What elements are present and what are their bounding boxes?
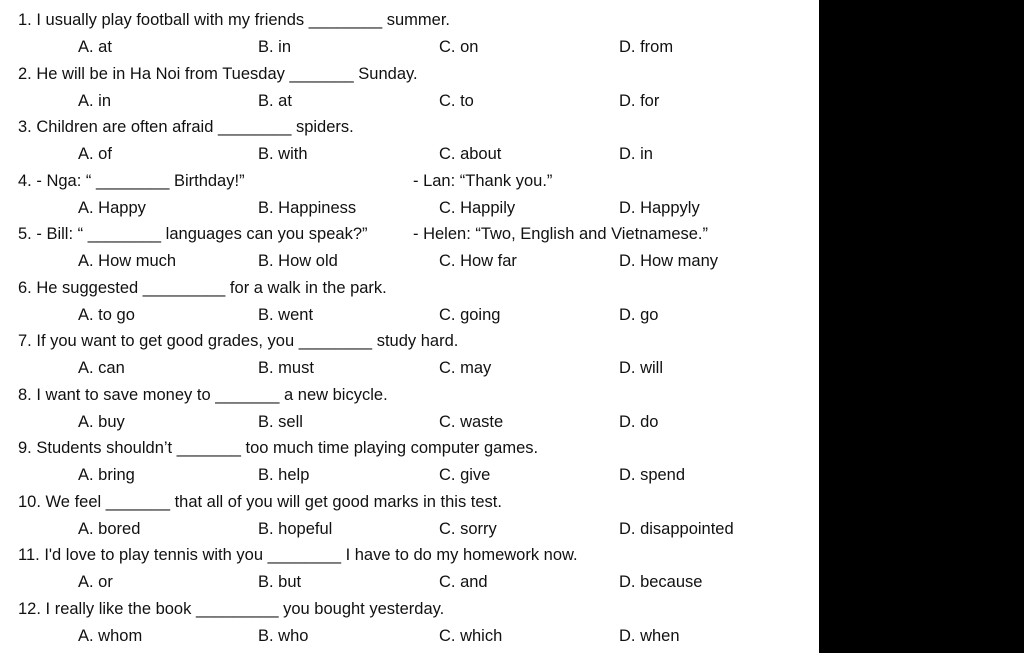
question-number: 8. <box>18 385 32 404</box>
question-text: I usually play football with my friends ________ summer. <box>36 11 450 29</box>
option-c: C. going <box>439 305 501 324</box>
question-item <box>0 436 819 490</box>
option-c: C. may <box>439 359 492 377</box>
option-d: D. because <box>619 573 703 591</box>
option-b: B. in <box>258 38 292 56</box>
option-a: A. bring <box>78 466 135 484</box>
question-number: 11. <box>18 546 40 564</box>
option-b: B. How old <box>258 252 338 270</box>
option-c: C. waste <box>439 412 504 431</box>
question-item <box>0 115 819 169</box>
question-number: 2. <box>18 64 32 83</box>
option-b: B. who <box>258 626 309 645</box>
option-a: A. buy <box>78 412 125 431</box>
question-number: 7. <box>18 332 32 350</box>
question-item <box>0 543 819 597</box>
question-text: I want to save money to _______ a new bicycle. <box>36 385 388 404</box>
option-d: D. go <box>619 305 659 324</box>
question-stem <box>18 543 578 567</box>
question-text: We feel _______ that all of you will get good marks in this test. <box>45 492 502 511</box>
question-stem <box>18 597 444 621</box>
question-stem <box>18 115 354 139</box>
option-a: A. or <box>78 573 113 591</box>
option-d: D. How many <box>619 252 719 270</box>
question-stem <box>18 169 245 193</box>
question-text: Children are often afraid ________ spiders. <box>36 118 354 136</box>
question-item <box>0 329 819 383</box>
option-d: D. Happyly <box>619 198 700 217</box>
option-a: A. in <box>78 91 112 110</box>
option-d: D. in <box>619 145 653 163</box>
option-d: D. will <box>619 359 663 377</box>
dialogue-reply: - Helen: “Two, English and Vietnamese.” <box>413 225 709 243</box>
option-c: C. sorry <box>439 519 497 538</box>
question-text: He will be in Ha Noi from Tuesday _______ Sunday. <box>36 64 418 83</box>
option-c: C. which <box>439 626 503 645</box>
question-item <box>0 490 819 544</box>
dialogue-reply: - Lan: “Thank you.” <box>413 171 553 190</box>
question-stem <box>18 436 538 460</box>
option-b: B. hopeful <box>258 519 333 538</box>
option-c: C. about <box>439 145 502 163</box>
option-d: D. from <box>619 38 674 56</box>
option-b: B. at <box>258 91 292 110</box>
question-item <box>0 8 819 62</box>
option-a: A. at <box>78 38 112 56</box>
option-a: A. Happy <box>78 198 146 217</box>
option-d: D. spend <box>619 466 686 484</box>
question-number: 10. <box>18 492 41 511</box>
option-b: B. must <box>258 359 314 377</box>
option-d: D. do <box>619 412 659 431</box>
question-stem <box>18 490 502 514</box>
option-d: D. disappointed <box>619 519 734 538</box>
option-a: A. How much <box>78 252 177 270</box>
option-c: C. and <box>439 573 488 591</box>
option-c: C. Happily <box>439 198 516 217</box>
option-c: C. How far <box>439 252 517 270</box>
question-number: 6. <box>18 278 32 297</box>
option-a: A. to go <box>78 305 135 324</box>
question-text: He suggested _________ for a walk in the park. <box>36 278 387 297</box>
option-a: A. of <box>78 145 112 163</box>
question-item <box>0 276 819 330</box>
question-text: I really like the book _________ you bought yesterday. <box>45 599 445 618</box>
question-number: 3. <box>18 118 32 136</box>
question-stem <box>18 8 450 32</box>
question-number: 4. <box>18 171 32 190</box>
option-a: A. whom <box>78 626 143 645</box>
question-stem <box>18 222 368 246</box>
option-b: B. but <box>258 573 302 591</box>
question-number: 9. <box>18 439 32 457</box>
option-c: C. on <box>439 38 479 56</box>
question-stem <box>18 383 388 407</box>
question-text: - Bill: “ ________ languages can you speak?” <box>36 225 368 243</box>
question-number: 5. <box>18 225 32 243</box>
question-list <box>0 8 819 650</box>
option-a: A. bored <box>78 519 141 538</box>
question-stem <box>18 62 418 86</box>
option-d: D. for <box>619 91 660 110</box>
option-d: D. when <box>619 626 680 645</box>
option-b: B. Happiness <box>258 198 357 217</box>
question-text: I'd love to play tennis with you ________ I have to do my homework now. <box>44 546 578 564</box>
option-b: B. went <box>258 305 314 324</box>
question-stem <box>18 276 387 300</box>
black-side-panel <box>819 0 1024 653</box>
option-c: C. to <box>439 91 474 110</box>
option-c: C. give <box>439 466 491 484</box>
option-b: B. help <box>258 466 310 484</box>
question-stem <box>18 329 458 353</box>
question-text: Students shouldn’t _______ too much time playing computer games. <box>36 439 539 457</box>
option-b: B. with <box>258 145 308 163</box>
option-b: B. sell <box>258 412 303 431</box>
question-item <box>0 169 819 223</box>
question-number: 1. <box>18 11 32 29</box>
question-item <box>0 383 819 437</box>
question-number: 12. <box>18 599 41 618</box>
option-a: A. can <box>78 359 125 377</box>
question-item <box>0 62 819 116</box>
question-text: If you want to get good grades, you ________ study hard. <box>36 332 459 350</box>
question-item <box>0 222 819 276</box>
question-item <box>0 597 819 651</box>
question-text: - Nga: “ ________ Birthday!” <box>36 171 245 190</box>
